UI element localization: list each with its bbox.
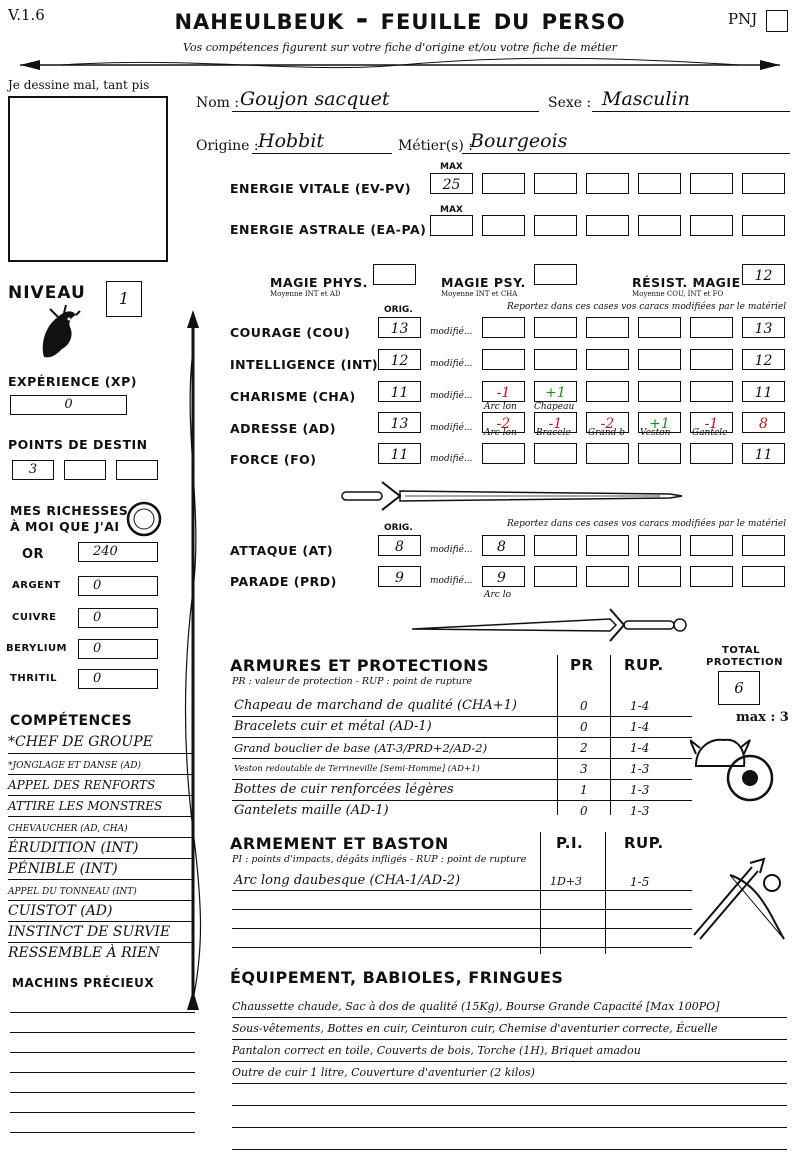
armement-rows	[232, 872, 692, 948]
int-mod-2[interactable]	[534, 349, 577, 370]
at-orig-box[interactable]: 8	[378, 535, 421, 556]
at-mod-5[interactable]	[690, 535, 733, 556]
armure-name: Gantelets maille (AD-1)	[234, 803, 389, 818]
cou-mod-5[interactable]	[690, 317, 733, 338]
armure-row[interactable]	[232, 801, 692, 821]
magie-psy-box[interactable]	[534, 264, 577, 285]
portrait-caption: Je dessine mal, tant pis	[8, 78, 150, 92]
armure-name: Bracelets cuir et métal (AD-1)	[234, 719, 432, 734]
prd-mod-1[interactable]: 9	[482, 566, 525, 587]
sexe-line	[592, 111, 790, 112]
fo-mod-1[interactable]	[482, 443, 525, 464]
machins-line	[10, 1052, 195, 1053]
cha-mod-2[interactable]: +1	[534, 381, 577, 402]
armure-rup: 1-4	[630, 741, 650, 755]
prd-label: PARADE (PRD)	[230, 574, 337, 589]
armures-note: PR : valeur de protection - RUP : point de rupture	[232, 676, 473, 687]
ea-box-5[interactable]	[690, 215, 733, 236]
fo-label: FORCE (FO)	[230, 452, 317, 467]
cha-final-box[interactable]: 11	[742, 381, 785, 402]
armure-row[interactable]	[232, 780, 692, 801]
arme-row[interactable]	[232, 910, 692, 929]
sword-decoration-2	[410, 605, 690, 645]
xp-label: EXPÉRIENCE (XP)	[8, 374, 137, 389]
arme-pi: 1D+3	[550, 875, 583, 888]
berylium-label: BERYLIUM	[6, 643, 68, 654]
at-mod-2[interactable]	[534, 535, 577, 556]
cha-label: CHARISME (CHA)	[230, 389, 356, 404]
arme-row[interactable]	[232, 891, 692, 910]
ea-box-3[interactable]	[586, 215, 629, 236]
ad-mod-5-caption: Gantele	[692, 428, 728, 438]
cou-mod-3[interactable]	[586, 317, 629, 338]
armure-rup: 1-4	[630, 699, 650, 713]
ev-box-1[interactable]	[482, 173, 525, 194]
header-spear-decoration	[0, 54, 800, 76]
page-title: naheulbeuk - feuille du perso	[174, 2, 626, 37]
ev-box-5[interactable]	[690, 173, 733, 194]
armure-rup: 1-3	[630, 762, 650, 776]
competence-item[interactable]: ATTIRE LES MONSTRES	[8, 796, 194, 817]
argent-box[interactable]: 0	[78, 576, 158, 596]
at-final-box[interactable]	[742, 535, 785, 556]
page-subtitle: Vos compétences figurent sur votre fiche d'origine et/ou votre fiche de métier	[183, 41, 617, 54]
ea-max-label: MAX	[440, 205, 463, 215]
armure-name: Bottes de cuir renforcées légères	[234, 782, 454, 797]
thritil-box[interactable]: 0	[78, 669, 158, 689]
magie-phys-label: MAGIE PHYS.	[270, 275, 368, 290]
armures-title: ARMURES ET PROTECTIONS	[230, 656, 489, 675]
armure-name: Veston redoutable de Terrineville [Semi-Homme] (AD+1)	[234, 764, 480, 774]
equipement-line[interactable]	[232, 1106, 787, 1128]
ea-box-2[interactable]	[534, 215, 577, 236]
ev-max-label: MAX	[440, 162, 463, 172]
armure-name: Grand bouclier de base (AT-3/PRD+2/AD-2)	[234, 741, 488, 755]
equipement-line[interactable]	[232, 1084, 787, 1106]
ad-label: ADRESSE (AD)	[230, 421, 337, 436]
ad-mod-3[interactable]: -2	[586, 412, 629, 433]
cuivre-box[interactable]: 0	[78, 608, 158, 628]
richesses-label-2: À MOI QUE J'AI	[10, 519, 120, 534]
equipement-line[interactable]	[232, 1128, 787, 1150]
armure-row[interactable]	[232, 717, 692, 738]
fo-modifie: modifié...	[430, 454, 473, 464]
ev-box-6[interactable]	[742, 173, 785, 194]
armement-title: ARMEMENT ET BASTON	[230, 834, 449, 853]
armure-pr: 0	[580, 804, 588, 818]
armure-pr: 2	[580, 741, 588, 755]
prd-mod-3[interactable]	[586, 566, 629, 587]
ad-mod-4[interactable]: +1	[638, 412, 681, 433]
armure-rup: 1-3	[630, 783, 650, 797]
at-mod-1[interactable]: 8	[482, 535, 525, 556]
destin-box-3[interactable]	[116, 460, 158, 480]
cha-mod-5[interactable]	[690, 381, 733, 402]
int-label: INTELLIGENCE (INT)	[230, 357, 379, 372]
armure-pr: 0	[580, 720, 588, 734]
ad-orig-box[interactable]: 13	[378, 412, 421, 433]
sexe-label: Sexe :	[548, 95, 592, 111]
ea-max-box[interactable]	[430, 215, 473, 236]
cha-mod-1-caption: Arc lon	[484, 402, 517, 412]
destin-label: POINTS DE DESTIN	[8, 437, 148, 452]
competence-item[interactable]: PÉNIBLE (INT)	[8, 859, 194, 880]
machins-line	[10, 1012, 195, 1013]
nom-label: Nom :	[196, 95, 240, 111]
magie-psy-note: Moyenne INT et CHA	[441, 290, 518, 298]
ad-mod-5[interactable]: -1	[690, 412, 733, 433]
armure-pr: 3	[580, 762, 588, 776]
prd-mod-4[interactable]	[638, 566, 681, 587]
destin-box-1[interactable]: 3	[12, 460, 54, 480]
machins-line	[10, 1032, 195, 1033]
arme-rup: 1-5	[630, 875, 650, 889]
cha-mod-2-caption: Chapeau	[534, 402, 575, 412]
armure-pr: 0	[580, 699, 588, 713]
equipement-line[interactable]: Sous-vêtements, Bottes en cuir, Ceinturon cuir, Chemise d'aventurier correcte, Écuelle	[232, 1018, 787, 1040]
max-protection-label: max : 3	[736, 710, 789, 725]
total-protection-box[interactable]: 6	[718, 671, 760, 705]
argent-label: ARGENT	[12, 580, 61, 591]
armure-row[interactable]	[232, 759, 692, 780]
ev-box-3[interactable]	[586, 173, 629, 194]
origine-label: Origine :	[196, 138, 259, 154]
cou-mod-4[interactable]	[638, 317, 681, 338]
fo-mod-4[interactable]	[638, 443, 681, 464]
ev-box-4[interactable]	[638, 173, 681, 194]
prd-final-box[interactable]	[742, 566, 785, 587]
equipement-line[interactable]: Outre de cuir 1 litre, Couverture d'aventurier (2 kilos)	[232, 1062, 787, 1084]
ad-mod-2-caption: Bracele	[536, 428, 571, 438]
thritil-label: THRITIL	[10, 673, 58, 684]
armures-rup-header: RUP.	[624, 656, 664, 674]
arme-row[interactable]	[232, 872, 692, 891]
cha-mod-3[interactable]	[586, 381, 629, 402]
cou-mod-1[interactable]	[482, 317, 525, 338]
magie-phys-box[interactable]	[373, 264, 416, 285]
competence-item[interactable]: CUISTOT (AD)	[8, 901, 194, 922]
cha-modifie: modifié...	[430, 391, 473, 401]
machins-line	[10, 1072, 195, 1073]
ea-box-4[interactable]	[638, 215, 681, 236]
competences-label: COMPÉTENCES	[10, 713, 133, 729]
at-label: ATTAQUE (AT)	[230, 543, 334, 558]
competence-item[interactable]: APPEL DU TONNEAU (INT)	[8, 880, 194, 901]
sword-decoration-1	[340, 478, 685, 514]
int-mod-5[interactable]	[690, 349, 733, 370]
fo-final-box[interactable]: 11	[742, 443, 785, 464]
resist-magie-note: Moyenne COU, INT et FO	[632, 290, 724, 298]
competence-item[interactable]: ÉRUDITION (INT)	[8, 838, 194, 859]
prd-mod-1-caption: Arc lo	[484, 590, 511, 600]
combat-orig-label: ORIG.	[384, 523, 413, 533]
equipement-title: ÉQUIPEMENT, BABIOLES, FRINGUES	[230, 968, 564, 987]
ev-box-2[interactable]	[534, 173, 577, 194]
competence-item[interactable]: INSTINCT DE SURVIE	[8, 922, 194, 943]
cha-mod-4[interactable]	[638, 381, 681, 402]
armure-rup: 1-4	[630, 720, 650, 734]
armure-pr: 1	[580, 783, 588, 797]
at-mod-4[interactable]	[638, 535, 681, 556]
total-protection-label-1: TOTAL	[722, 645, 760, 656]
ad-mod-1[interactable]: -2	[482, 412, 525, 433]
int-orig-box[interactable]: 12	[378, 349, 421, 370]
portrait-frame[interactable]	[8, 96, 168, 262]
at-mod-3[interactable]	[586, 535, 629, 556]
competence-item[interactable]: *CHEF DE GROUPE	[8, 733, 194, 754]
dragon-icon	[36, 305, 82, 363]
richesses-label-1: MES RICHESSES	[10, 503, 129, 518]
int-mod-1[interactable]	[482, 349, 525, 370]
fo-orig-box[interactable]: 11	[378, 443, 421, 464]
at-modifie: modifié...	[430, 545, 473, 555]
armure-row[interactable]	[232, 696, 692, 717]
cha-orig-box[interactable]: 11	[378, 381, 421, 402]
ea-box-1[interactable]	[482, 215, 525, 236]
armure-rup: 1-3	[630, 804, 650, 818]
magie-phys-note: Moyenne INT et AD	[270, 290, 341, 298]
pnj-label: PNJ	[728, 10, 758, 28]
machins-line	[10, 1112, 195, 1113]
total-protection-label-2: PROTECTION	[706, 657, 783, 668]
resist-magie-box[interactable]: 12	[742, 264, 785, 285]
niveau-label: NIVEAU	[8, 283, 86, 303]
arme-name: Arc long daubesque (CHA-1/AD-2)	[234, 873, 461, 888]
arme-row[interactable]	[232, 929, 692, 948]
fo-mod-2[interactable]	[534, 443, 577, 464]
xp-box[interactable]: 0	[10, 395, 127, 415]
competence-item[interactable]: RESSEMBLE À RIEN	[8, 945, 160, 961]
armures-rows	[232, 696, 692, 821]
weapons-icon	[690, 855, 790, 945]
combat-note: Reportez dans ces cases vos caracs modifiées par le matériel	[507, 519, 787, 529]
ad-final-box[interactable]: 8	[742, 412, 785, 433]
sexe-value[interactable]: Masculin	[602, 88, 690, 110]
int-mod-4[interactable]	[638, 349, 681, 370]
helmet-shield-icon	[690, 728, 782, 808]
version-label: V.1.6	[8, 6, 45, 24]
pnj-checkbox[interactable]	[766, 10, 788, 32]
equipement-line[interactable]: Pantalon correct en toile, Couverts de bois, Torche (1H), Briquet amadou	[232, 1040, 787, 1062]
ea-label: ENERGIE ASTRALE (EA-PA)	[230, 222, 427, 237]
armement-rup-header: RUP.	[624, 834, 664, 852]
int-final-box[interactable]: 12	[742, 349, 785, 370]
niveau-box[interactable]: 1	[106, 281, 142, 317]
nom-line	[232, 111, 539, 112]
stats-orig-label: ORIG.	[384, 305, 413, 315]
destin-box-2[interactable]	[64, 460, 106, 480]
competences-list	[8, 733, 194, 963]
stats-note: Reportez dans ces cases vos caracs modifiées par le matériel	[507, 302, 787, 312]
magie-psy-label: MAGIE PSY.	[441, 275, 526, 290]
ad-mod-4-caption: Veston	[640, 428, 671, 438]
int-mod-3[interactable]	[586, 349, 629, 370]
equipement-line[interactable]: Chaussette chaude, Sac à dos de qualité (15Kg), Bourse Grande Capacité [Max 100PO]	[232, 996, 787, 1018]
ad-mod-1-caption: Arc lon	[484, 428, 517, 438]
fo-mod-3[interactable]	[586, 443, 629, 464]
cuivre-label: CUIVRE	[12, 612, 57, 623]
ev-label: ENERGIE VITALE (EV-PV)	[230, 181, 412, 196]
armure-row[interactable]	[232, 738, 692, 759]
fo-mod-5[interactable]	[690, 443, 733, 464]
machins-label: MACHINS PRÉCIEUX	[12, 976, 155, 990]
prd-orig-box[interactable]: 9	[378, 566, 421, 587]
ea-box-6[interactable]	[742, 215, 785, 236]
cou-label: COURAGE (COU)	[230, 325, 351, 340]
or-label: OR	[22, 547, 45, 562]
cou-orig-box[interactable]: 13	[378, 317, 421, 338]
coin-icon	[125, 500, 163, 538]
machins-line	[10, 1132, 195, 1133]
equipement-lines	[232, 996, 787, 1150]
armure-name: Chapeau de marchand de qualité (CHA+1)	[234, 698, 517, 713]
cou-modifie: modifié...	[430, 327, 473, 337]
armement-note: PI : points d'impacts, dégâts infligés - RUP : point de rupture	[232, 854, 527, 865]
metier-line	[462, 153, 790, 154]
competence-item[interactable]: *JONGLAGE ET DANSE (AD)	[8, 754, 194, 775]
machins-line	[10, 1092, 195, 1093]
prd-mod-2[interactable]	[534, 566, 577, 587]
resist-magie-label: RÉSIST. MAGIE	[632, 275, 741, 290]
ad-mod-3-caption: Grand b	[588, 428, 626, 438]
ad-modifie: modifié...	[430, 423, 473, 433]
cou-mod-2[interactable]	[534, 317, 577, 338]
or-box[interactable]: 240	[78, 542, 158, 562]
competence-item[interactable]: APPEL DES RENFORTS	[8, 775, 194, 796]
origine-value[interactable]: Hobbit	[258, 130, 325, 152]
nom-value[interactable]: Goujon sacquet	[240, 88, 390, 110]
metier-value[interactable]: Bourgeois	[470, 130, 568, 152]
origine-line	[252, 153, 392, 154]
prd-mod-5[interactable]	[690, 566, 733, 587]
cou-final-box[interactable]: 13	[742, 317, 785, 338]
ad-mod-2[interactable]: -1	[534, 412, 577, 433]
armures-pr-header: PR	[570, 656, 594, 674]
competence-item[interactable]: CHEVAUCHER (AD, CHA)	[8, 817, 194, 838]
int-modifie: modifié...	[430, 359, 473, 369]
cha-mod-1[interactable]: -1	[482, 381, 525, 402]
berylium-box[interactable]: 0	[78, 639, 158, 659]
prd-modifie: modifié...	[430, 576, 473, 586]
armement-pi-header: P.I.	[556, 834, 584, 852]
metier-label: Métier(s) :	[398, 138, 473, 154]
ev-max-box[interactable]: 25	[430, 173, 473, 194]
